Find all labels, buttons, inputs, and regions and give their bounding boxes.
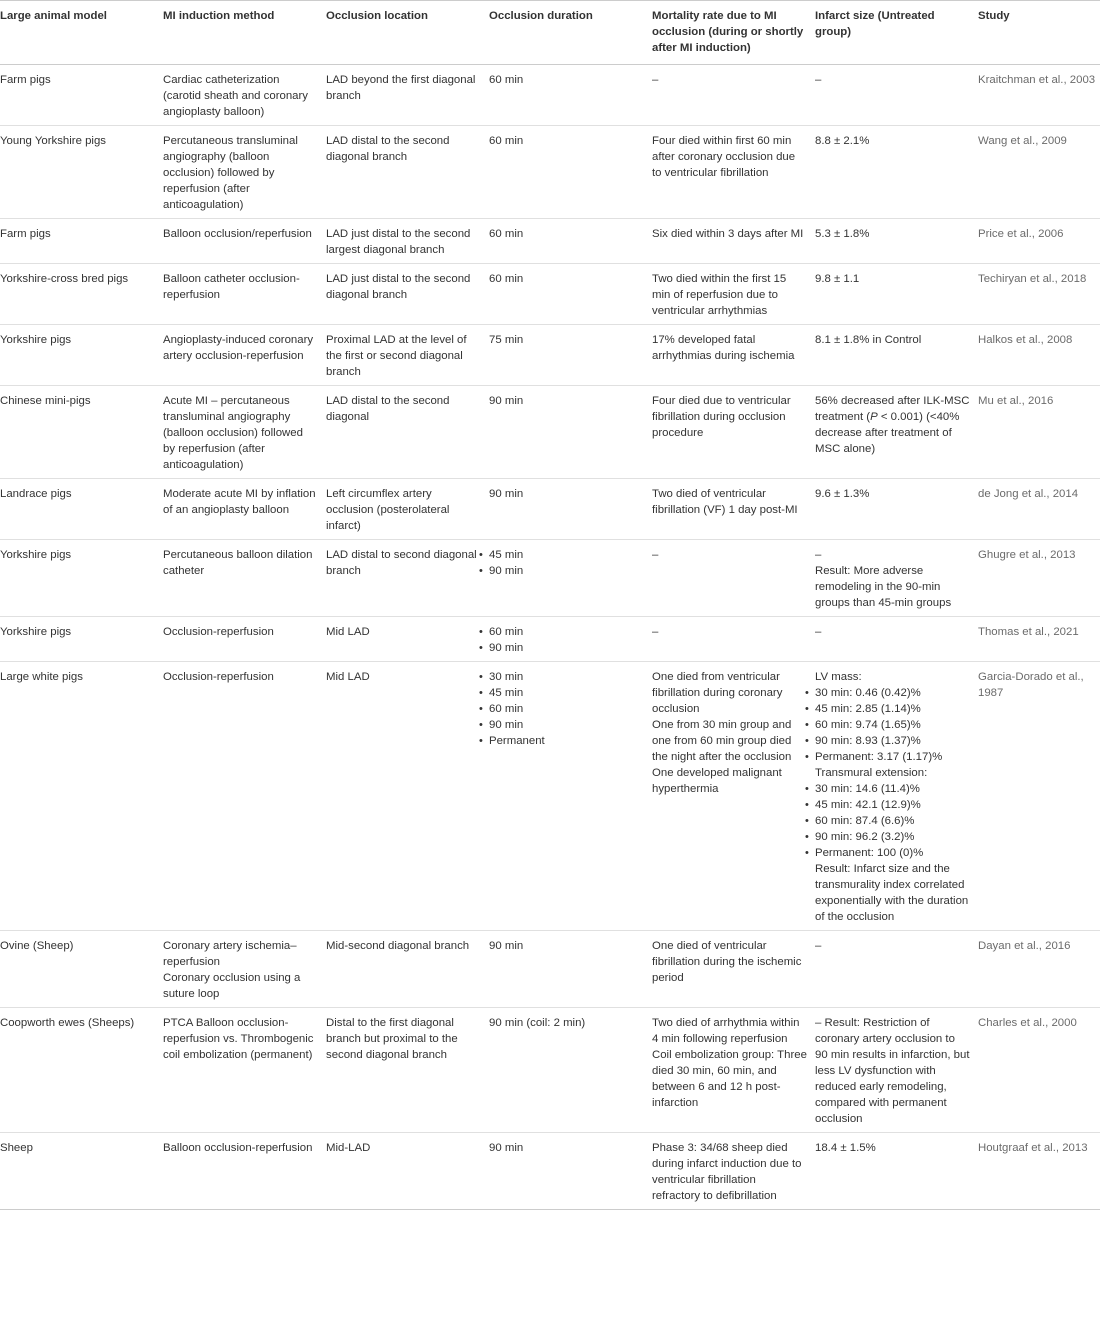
cell-mortality: Two died of ventricular fibrillation (VF) 1 day post-MI — [652, 479, 815, 540]
cell-infarct: 5.3 ± 1.8% — [815, 219, 978, 264]
cell-study: Thomas et al., 2021 — [978, 617, 1100, 662]
cell-study: Charles et al., 2000 — [978, 1008, 1100, 1133]
cell-study: Garcia-Dorado et al., 1987 — [978, 662, 1100, 931]
mortality-line: Coil embolization group: Three died 30 min, 60 min, and between 6 and 12 h post-infarction — [652, 1049, 807, 1109]
duration-item: • 45 min — [479, 685, 644, 701]
header-mortality: Mortality rate due to MI occlusion (during or shortly after MI induction) — [652, 1, 815, 65]
cell-method: Cardiac catheterization (carotid sheath and coronary angioplasty balloon) — [163, 65, 326, 126]
cell-model: Coopworth ewes (Sheeps) — [0, 1008, 163, 1133]
cell-infarct — [815, 386, 978, 479]
cell-infarct: – — [815, 65, 978, 126]
header-method: MI induction method — [163, 1, 326, 65]
table-row — [0, 1133, 1100, 1210]
header-duration: Occlusion duration — [489, 1, 652, 65]
transmural-item: • 30 min: 14.6 (11.4)% — [805, 781, 970, 797]
cell-infarct: – Result: Restriction of coronary artery occlusion to 90 min results in infarction, but less LV dysfunction with reduced early remodeling, compared with permanent occlusion — [815, 1008, 978, 1133]
cell-location: LAD just distal to the second diagonal branch — [326, 264, 489, 325]
cell-location: Left circumflex artery occlusion (posterolateral infarct) — [326, 479, 489, 540]
header-row — [0, 1, 1100, 65]
cell-mortality: – — [652, 540, 815, 617]
cell-infarct: 8.1 ± 1.8% in Control — [815, 325, 978, 386]
cell-location: Mid-LAD — [326, 1133, 489, 1210]
duration-item: • 60 min — [479, 624, 644, 640]
cell-method — [163, 931, 326, 1008]
duration-item: • 45 min — [479, 547, 644, 563]
lv-mass-label: LV mass: — [815, 671, 862, 683]
cell-duration: 75 min — [489, 325, 652, 386]
transmural-item: • 45 min: 42.1 (12.9)% — [805, 797, 970, 813]
cell-method: Occlusion-reperfusion — [163, 662, 326, 931]
header-study: Study — [978, 1, 1100, 65]
transmural-label: Transmural extension: — [815, 767, 928, 779]
cell-mortality: – — [652, 617, 815, 662]
cell-model: Farm pigs — [0, 65, 163, 126]
cell-method: PTCA Balloon occlusion-reperfusion vs. Thrombogenic coil embolization (permanent) — [163, 1008, 326, 1133]
cell-study: Price et al., 2006 — [978, 219, 1100, 264]
cell-model: Yorkshire pigs — [0, 617, 163, 662]
transmural-list — [805, 781, 970, 861]
infarct-result: Result: More adverse remodeling in the 90-min groups than 45-min groups — [815, 565, 952, 609]
duration-list — [479, 624, 644, 656]
mortality-line: One died from ventricular fibrillation during coronary occlusion — [652, 671, 783, 715]
table-row — [0, 1008, 1100, 1133]
transmural-item: • 60 min: 87.4 (6.6)% — [805, 813, 970, 829]
cell-duration — [489, 617, 652, 662]
header-location: Occlusion location — [326, 1, 489, 65]
transmural-item: • Permanent: 100 (0)% — [805, 845, 970, 861]
infarct-result: Result: Infarct size and the transmurality index correlated exponentially with the duration of the occlusion — [815, 863, 969, 923]
lv-mass-item: • 60 min: 9.74 (1.65)% — [805, 717, 970, 733]
cell-model: Yorkshire pigs — [0, 540, 163, 617]
cell-location: Mid LAD — [326, 662, 489, 931]
cell-mortality: Four died within first 60 min after coronary occlusion due to ventricular fibrillation — [652, 126, 815, 219]
cell-mortality: Four died due to ventricular fibrillation during occlusion procedure — [652, 386, 815, 479]
cell-infarct — [815, 540, 978, 617]
cell-location: LAD beyond the first diagonal branch — [326, 65, 489, 126]
duration-list — [479, 669, 644, 749]
cell-location: LAD distal to the second diagonal — [326, 386, 489, 479]
lv-mass-item: • 45 min: 2.85 (1.14)% — [805, 701, 970, 717]
cell-infarct: 9.8 ± 1.1 — [815, 264, 978, 325]
cell-model: Farm pigs — [0, 219, 163, 264]
cell-mortality: – — [652, 65, 815, 126]
table-row — [0, 931, 1100, 1008]
mortality-line: One from 30 min group and one from 60 min group died the night after the occlusion — [652, 719, 792, 763]
cell-mortality — [652, 662, 815, 931]
cell-location: LAD just distal to the second largest diagonal branch — [326, 219, 489, 264]
cell-mortality: Two died within the first 15 min of reperfusion due to ventricular arrhythmias — [652, 264, 815, 325]
cell-study: Wang et al., 2009 — [978, 126, 1100, 219]
lv-mass-item: • 90 min: 8.93 (1.37)% — [805, 733, 970, 749]
cell-method: Moderate acute MI by inflation of an angioplasty balloon — [163, 479, 326, 540]
cell-infarct: – — [815, 617, 978, 662]
table-row — [0, 325, 1100, 386]
cell-infarct: 9.6 ± 1.3% — [815, 479, 978, 540]
lv-mass-list — [805, 685, 970, 765]
cell-duration: 90 min — [489, 931, 652, 1008]
duration-list — [479, 547, 644, 579]
cell-duration: 60 min — [489, 219, 652, 264]
cell-model: Sheep — [0, 1133, 163, 1210]
cell-study: Dayan et al., 2016 — [978, 931, 1100, 1008]
lv-mass-item: • 30 min: 0.46 (0.42)% — [805, 685, 970, 701]
cell-location: LAD distal to second diagonal branch — [326, 540, 489, 617]
infarct-dash: – — [815, 549, 822, 561]
table-row — [0, 662, 1100, 931]
method-line: Coronary occlusion using a suture loop — [163, 972, 301, 1000]
method-line: Coronary artery ischemia–reperfusion — [163, 940, 297, 968]
duration-item: • 90 min — [479, 640, 644, 656]
cell-duration: 90 min (coil: 2 min) — [489, 1008, 652, 1133]
cell-duration: 60 min — [489, 126, 652, 219]
cell-model: Yorkshire-cross bred pigs — [0, 264, 163, 325]
cell-mortality — [652, 1008, 815, 1133]
table-row — [0, 126, 1100, 219]
header-infarct: Infarct size (Untreated group) — [815, 1, 978, 65]
cell-method: Balloon catheter occlusion-reperfusion — [163, 264, 326, 325]
table-row — [0, 617, 1100, 662]
cell-study: Techiryan et al., 2018 — [978, 264, 1100, 325]
lv-mass-item: • Permanent: 3.17 (1.17)% — [805, 749, 970, 765]
cell-model: Yorkshire pigs — [0, 325, 163, 386]
cell-method: Occlusion-reperfusion — [163, 617, 326, 662]
header-model: Large animal model — [0, 1, 163, 65]
table-row — [0, 386, 1100, 479]
infarct-text-pre: 56% decreased after ILK-MSC treatment ( — [815, 395, 970, 423]
cell-duration: 60 min — [489, 65, 652, 126]
table-row — [0, 264, 1100, 325]
cell-duration — [489, 540, 652, 617]
table-row — [0, 479, 1100, 540]
cell-method: Acute MI – percutaneous transluminal angiography (balloon occlusion) followed by reperfusion (after anticoagulation) — [163, 386, 326, 479]
cell-location: Mid LAD — [326, 617, 489, 662]
cell-study: Ghugre et al., 2013 — [978, 540, 1100, 617]
cell-study: Kraitchman et al., 2003 — [978, 65, 1100, 126]
cell-model: Landrace pigs — [0, 479, 163, 540]
duration-item: • 60 min — [479, 701, 644, 717]
duration-item: • 90 min — [479, 717, 644, 733]
table-row — [0, 219, 1100, 264]
cell-method: Angioplasty-induced coronary artery occlusion-reperfusion — [163, 325, 326, 386]
mortality-line: Two died of arrhythmia within 4 min following reperfusion — [652, 1017, 800, 1045]
cell-model: Young Yorkshire pigs — [0, 126, 163, 219]
cell-study: Houtgraaf et al., 2013 — [978, 1133, 1100, 1210]
duration-item: • 30 min — [479, 669, 644, 685]
cell-model: Chinese mini-pigs — [0, 386, 163, 479]
cell-location: Mid-second diagonal branch — [326, 931, 489, 1008]
cell-method: Percutaneous balloon dilation catheter — [163, 540, 326, 617]
mortality-line: One developed malignant hyperthermia — [652, 767, 782, 795]
cell-duration: 60 min — [489, 264, 652, 325]
transmural-item: • 90 min: 96.2 (3.2)% — [805, 829, 970, 845]
cell-method: Balloon occlusion-reperfusion — [163, 1133, 326, 1210]
cell-duration: 90 min — [489, 386, 652, 479]
cell-model: Large white pigs — [0, 662, 163, 931]
cell-infarct: 18.4 ± 1.5% — [815, 1133, 978, 1210]
cell-mortality: Six died within 3 days after MI — [652, 219, 815, 264]
table-row — [0, 540, 1100, 617]
cell-duration: 90 min — [489, 479, 652, 540]
cell-mortality: 17% developed fatal arrhythmias during ischemia — [652, 325, 815, 386]
cell-mortality: Phase 3: 34/68 sheep died during infarct induction due to ventricular fibrillation refractory to defibrillation — [652, 1133, 815, 1210]
cell-infarct: – — [815, 931, 978, 1008]
table-row — [0, 65, 1100, 126]
duration-item: • 90 min — [479, 563, 644, 579]
cell-infarct: 8.8 ± 2.1% — [815, 126, 978, 219]
cell-method: Balloon occlusion/reperfusion — [163, 219, 326, 264]
cell-location: Distal to the first diagonal branch but proximal to the second diagonal branch — [326, 1008, 489, 1133]
cell-mortality: One died of ventricular fibrillation during the ischemic period — [652, 931, 815, 1008]
cell-study: Halkos et al., 2008 — [978, 325, 1100, 386]
cell-location: LAD distal to the second diagonal branch — [326, 126, 489, 219]
infarct-text-post: < 0.001) (<40% decrease after treatment of MSC alone) — [815, 411, 960, 455]
p-value-symbol: P — [870, 411, 878, 423]
cell-study: Mu et al., 2016 — [978, 386, 1100, 479]
cell-model: Ovine (Sheep) — [0, 931, 163, 1008]
cell-infarct — [815, 662, 978, 931]
cell-method: Percutaneous transluminal angiography (balloon occlusion) followed by reperfusion (after anticoagulation) — [163, 126, 326, 219]
cell-duration: 90 min — [489, 1133, 652, 1210]
cell-duration — [489, 662, 652, 931]
cell-study: de Jong et al., 2014 — [978, 479, 1100, 540]
cell-location: Proximal LAD at the level of the first or second diagonal branch — [326, 325, 489, 386]
duration-item: • Permanent — [479, 733, 644, 749]
